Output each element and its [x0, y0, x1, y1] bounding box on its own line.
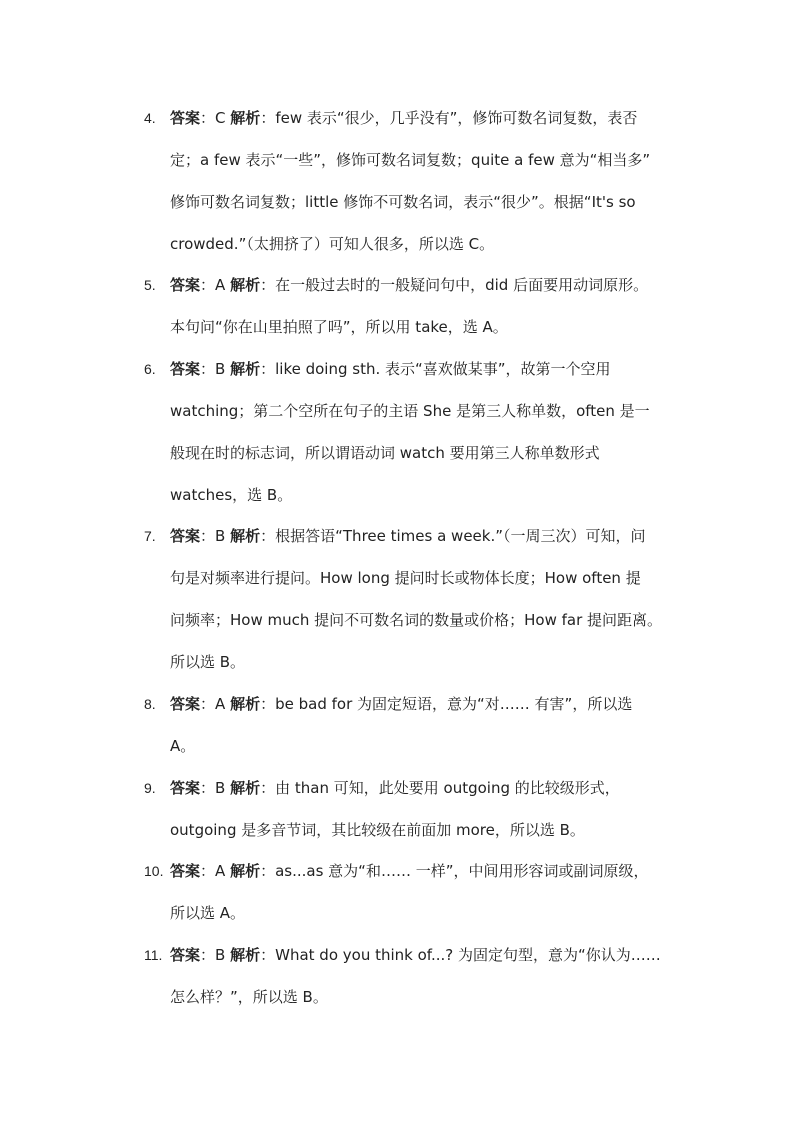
answer-separator: ： [200, 360, 216, 378]
item-number: 11. [144, 947, 163, 963]
item-line-1 [170, 934, 700, 976]
analysis-text: 问频率；How much 提问不可数名词的数量或价格；How far 提问距离。 [170, 611, 663, 629]
item-number: 5. [144, 277, 156, 293]
item-number: 9. [144, 780, 156, 796]
item-line-1 [170, 683, 700, 725]
answer-label: 答案 [170, 527, 201, 545]
answer-separator: ： [200, 527, 216, 545]
answer-separator: ： [200, 946, 216, 964]
analysis-text: 本句问“你在山里拍照了吗”，所以用 take，选 A。 [170, 318, 508, 336]
analysis-text: ：What do you think of...? 为固定句型，意为“你认为…… [260, 946, 661, 964]
analysis-text: crowded.”（太拥挤了）可知人很多，所以选 C。 [170, 235, 495, 253]
item-body [170, 515, 700, 683]
analysis-text: ：like doing sth. 表示“喜欢做某事”，故第一个空用 [260, 360, 611, 378]
analysis-text: ：few 表示“很少，几乎没有”，修饰可数名词复数，表否 [260, 109, 638, 127]
answer-separator: ： [200, 779, 216, 797]
analysis-text: ：be bad for 为固定短语，意为“对…… 有害”，所以选 [260, 695, 633, 713]
analysis-label: 解析 [230, 862, 261, 880]
analysis-text: A。 [170, 737, 196, 755]
answer-label: 答案 [170, 109, 201, 127]
analysis-text: 怎么样？”，所以选 B。 [170, 988, 328, 1006]
analysis-text: watching；第二个空所在句子的主语 She 是第三人称单数，often 是一 [170, 402, 650, 420]
item-number: 7. [144, 528, 156, 544]
answer-choice: B [215, 360, 226, 378]
answer-label: 答案 [170, 360, 201, 378]
answer-choice: B [215, 779, 226, 797]
analysis-label: 解析 [230, 360, 261, 378]
analysis-text: 般现在时的标志词，所以谓语动词 watch 要用第三人称单数形式 [170, 444, 600, 462]
answer-choice: B [215, 946, 226, 964]
answer-separator: ： [200, 109, 216, 127]
analysis-label: 解析 [230, 946, 261, 964]
analysis-text: 所以选 B。 [170, 653, 246, 671]
item-body [170, 348, 700, 516]
item-line-1 [170, 515, 700, 557]
analysis-label: 解析 [230, 695, 261, 713]
item-number: 6. [144, 361, 156, 377]
answer-choice: A [215, 695, 226, 713]
answer-separator: ： [200, 695, 216, 713]
answer-separator: ： [200, 862, 216, 880]
answer-label: 答案 [170, 276, 201, 294]
analysis-label: 解析 [230, 779, 261, 797]
analysis-text: 修饰可数名词复数；little 修饰不可数名词，表示“很少”。根据“It's so [170, 193, 636, 211]
answer-choice: B [215, 527, 226, 545]
item-line-1 [170, 97, 700, 139]
item-number: 4. [144, 110, 156, 126]
analysis-text: 句是对频率进行提问。How long 提问时长或物体长度；How often 提 [170, 569, 641, 587]
item-body [170, 767, 700, 851]
item-body [170, 97, 700, 265]
item-body [170, 850, 700, 934]
analysis-text: 所以选 A。 [170, 904, 246, 922]
answer-separator: ： [200, 276, 216, 294]
item-body [170, 934, 700, 1018]
item-line-1 [170, 767, 700, 809]
item-number: 10. [144, 863, 164, 879]
item-number: 8. [144, 696, 156, 712]
answer-label: 答案 [170, 946, 201, 964]
answer-label: 答案 [170, 862, 201, 880]
analysis-text: outgoing 是多音节词，其比较级在前面加 more，所以选 B。 [170, 821, 585, 839]
analysis-label: 解析 [230, 109, 261, 127]
analysis-text: ：由 than 可知，此处要用 outgoing 的比较级形式， [260, 779, 620, 797]
analysis-text: ：在一般过去时的一般疑问句中，did 后面要用动词原形。 [260, 276, 649, 294]
analysis-text: ：根据答语“Three times a week.”（一周三次）可知，问 [260, 527, 646, 545]
analysis-label: 解析 [230, 527, 261, 545]
analysis-label: 解析 [230, 276, 261, 294]
answer-label: 答案 [170, 779, 201, 797]
answer-choice: A [215, 276, 226, 294]
item-line-1 [170, 850, 700, 892]
item-line-1 [170, 264, 700, 306]
answer-choice: C [215, 109, 226, 127]
item-line-1 [170, 348, 700, 390]
answer-label: 答案 [170, 695, 201, 713]
analysis-text: watches，选 B。 [170, 486, 293, 504]
item-body [170, 683, 700, 767]
item-body [170, 264, 700, 348]
analysis-text: 定；a few 表示“一些”，修饰可数名词复数；quite a few 意为“相当多” [170, 151, 651, 169]
answer-choice: A [215, 862, 226, 880]
analysis-text: ：as...as 意为“和…… 一样”，中间用形容词或副词原级， [260, 862, 649, 880]
